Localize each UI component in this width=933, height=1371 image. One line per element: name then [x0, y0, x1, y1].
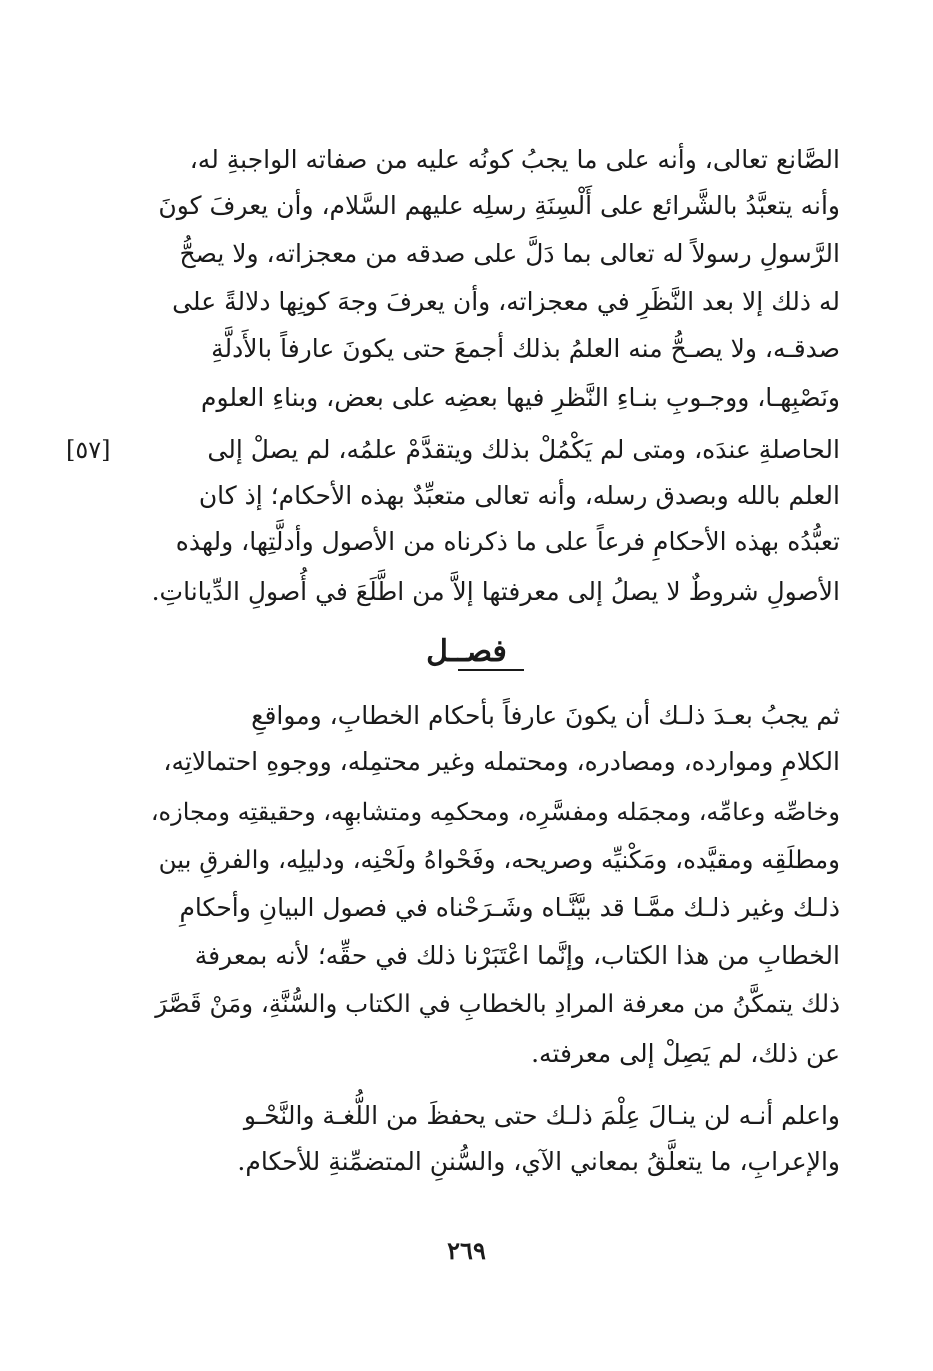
- text-line: الخطابِ من هذا الكتاب، وإنَّما اعْتَبَرْنا ذلك في حقِّه؛ لأنه بمعرفة: [194, 941, 840, 970]
- margin-page-reference: [٥٧]: [66, 436, 111, 464]
- text-line: الكلامِ وموارده، ومصادره، ومحتمله وغير محتمِله، ووجوهِ احتمالاتِه،: [163, 747, 840, 776]
- heading-underline: [458, 669, 524, 671]
- text-line: ثم يجبُ بعـدَ ذلـك أن يكونَ عارفاً بأحكام الخطابِ، ومواقعِ: [251, 701, 840, 730]
- text-line: الصَّانع تعالى، وأنه على ما يجبُ كونُه عليه من صفاته الواجبةِ له،: [189, 145, 840, 174]
- text-line: الحاصلةِ عندَه، ومتى لم يَكْمُلْ بذلك ويتقدَّمْ علمُه، لم يصلْ إلى: [207, 435, 840, 464]
- text-line: الرَّسولِ رسولاً له تعالى بما دَلَّ على صدقه من معجزاته، ولا يصحُّ: [179, 239, 840, 268]
- page-number: ٢٦٩: [447, 1236, 486, 1265]
- text-line: وأنه يتعبَّدُ بالشَّرائع على أَلْسِنَةِ رسلِه عليهم السَّلام، وأن يعرفَ كونَ: [158, 191, 840, 220]
- text-line: الأصولِ شروطٌ لا يصلُ إلى معرفتها إلاَّ من اطَّلَعَ في أُصولِ الدِّياناتِ.: [151, 577, 840, 606]
- text-line: تعبُّدُه بهذه الأحكامِ فرعاً على ما ذكرناه من الأصول وأدلَّتِها، ولهذه: [175, 527, 840, 556]
- text-line: ذلـك وغير ذلـك ممَّـا قد بيَّنَّـاه وشَـرَحْناه في فصول البيانِ وأحكامِ: [179, 893, 840, 922]
- text-line: عن ذلك، لم يَصِلْ إلى معرفته.: [531, 1039, 840, 1068]
- text-line: ذلك يتمكَّنُ من معرفة المرادِ بالخطابِ في الكتاب والسُّنَّةِ، ومَنْ قَصَّرَ: [155, 989, 840, 1018]
- text-line: والإعرابِ، ما يتعلَّقُ بمعاني الآي، والسُّننِ المتضمِّنةِ للأحكام.: [237, 1147, 840, 1176]
- text-line: صدقـه، ولا يصـحُّ منه العلمُ بذلك أجمعَ حتى يكونَ عارفاً بالأَدلَّةِ: [211, 334, 840, 363]
- text-line: وخاصِّه وعامِّه، ومجمَله ومفسَّرِه، ومحكمِه ومتشابهِه، وحقيقتِه ومجازه،: [150, 798, 840, 826]
- text-line: العلم بالله وبصدق رسله، وأنه تعالى متعبِّدٌ بهذه الأحكام؛ إذ كان: [198, 481, 840, 510]
- text-line: له ذلك إلا بعد النَّظَرِ في معجزاته، وأن يعرفَ وجهَ كونِها دلالةً على: [172, 287, 840, 316]
- text-line: واعلم أنـه لن ينـالَ عِلْمَ ذلـك حتى يحفظَ من اللُّغـة والنَّحْـو: [243, 1101, 840, 1130]
- text-line: ومطلَقِه ومقيَّده، ومَكْنيِّه وصريحه، وفَحْواهُ ولَحْنِه، ودليلِه، والفرقِ بين: [158, 845, 840, 874]
- text-line: ونَصْبِهـا، ووجـوبِ بنـاءِ النَّظرِ فيها بعضِه على بعض، وبناءِ العلوم: [200, 383, 840, 412]
- section-heading: فصــل: [426, 634, 507, 669]
